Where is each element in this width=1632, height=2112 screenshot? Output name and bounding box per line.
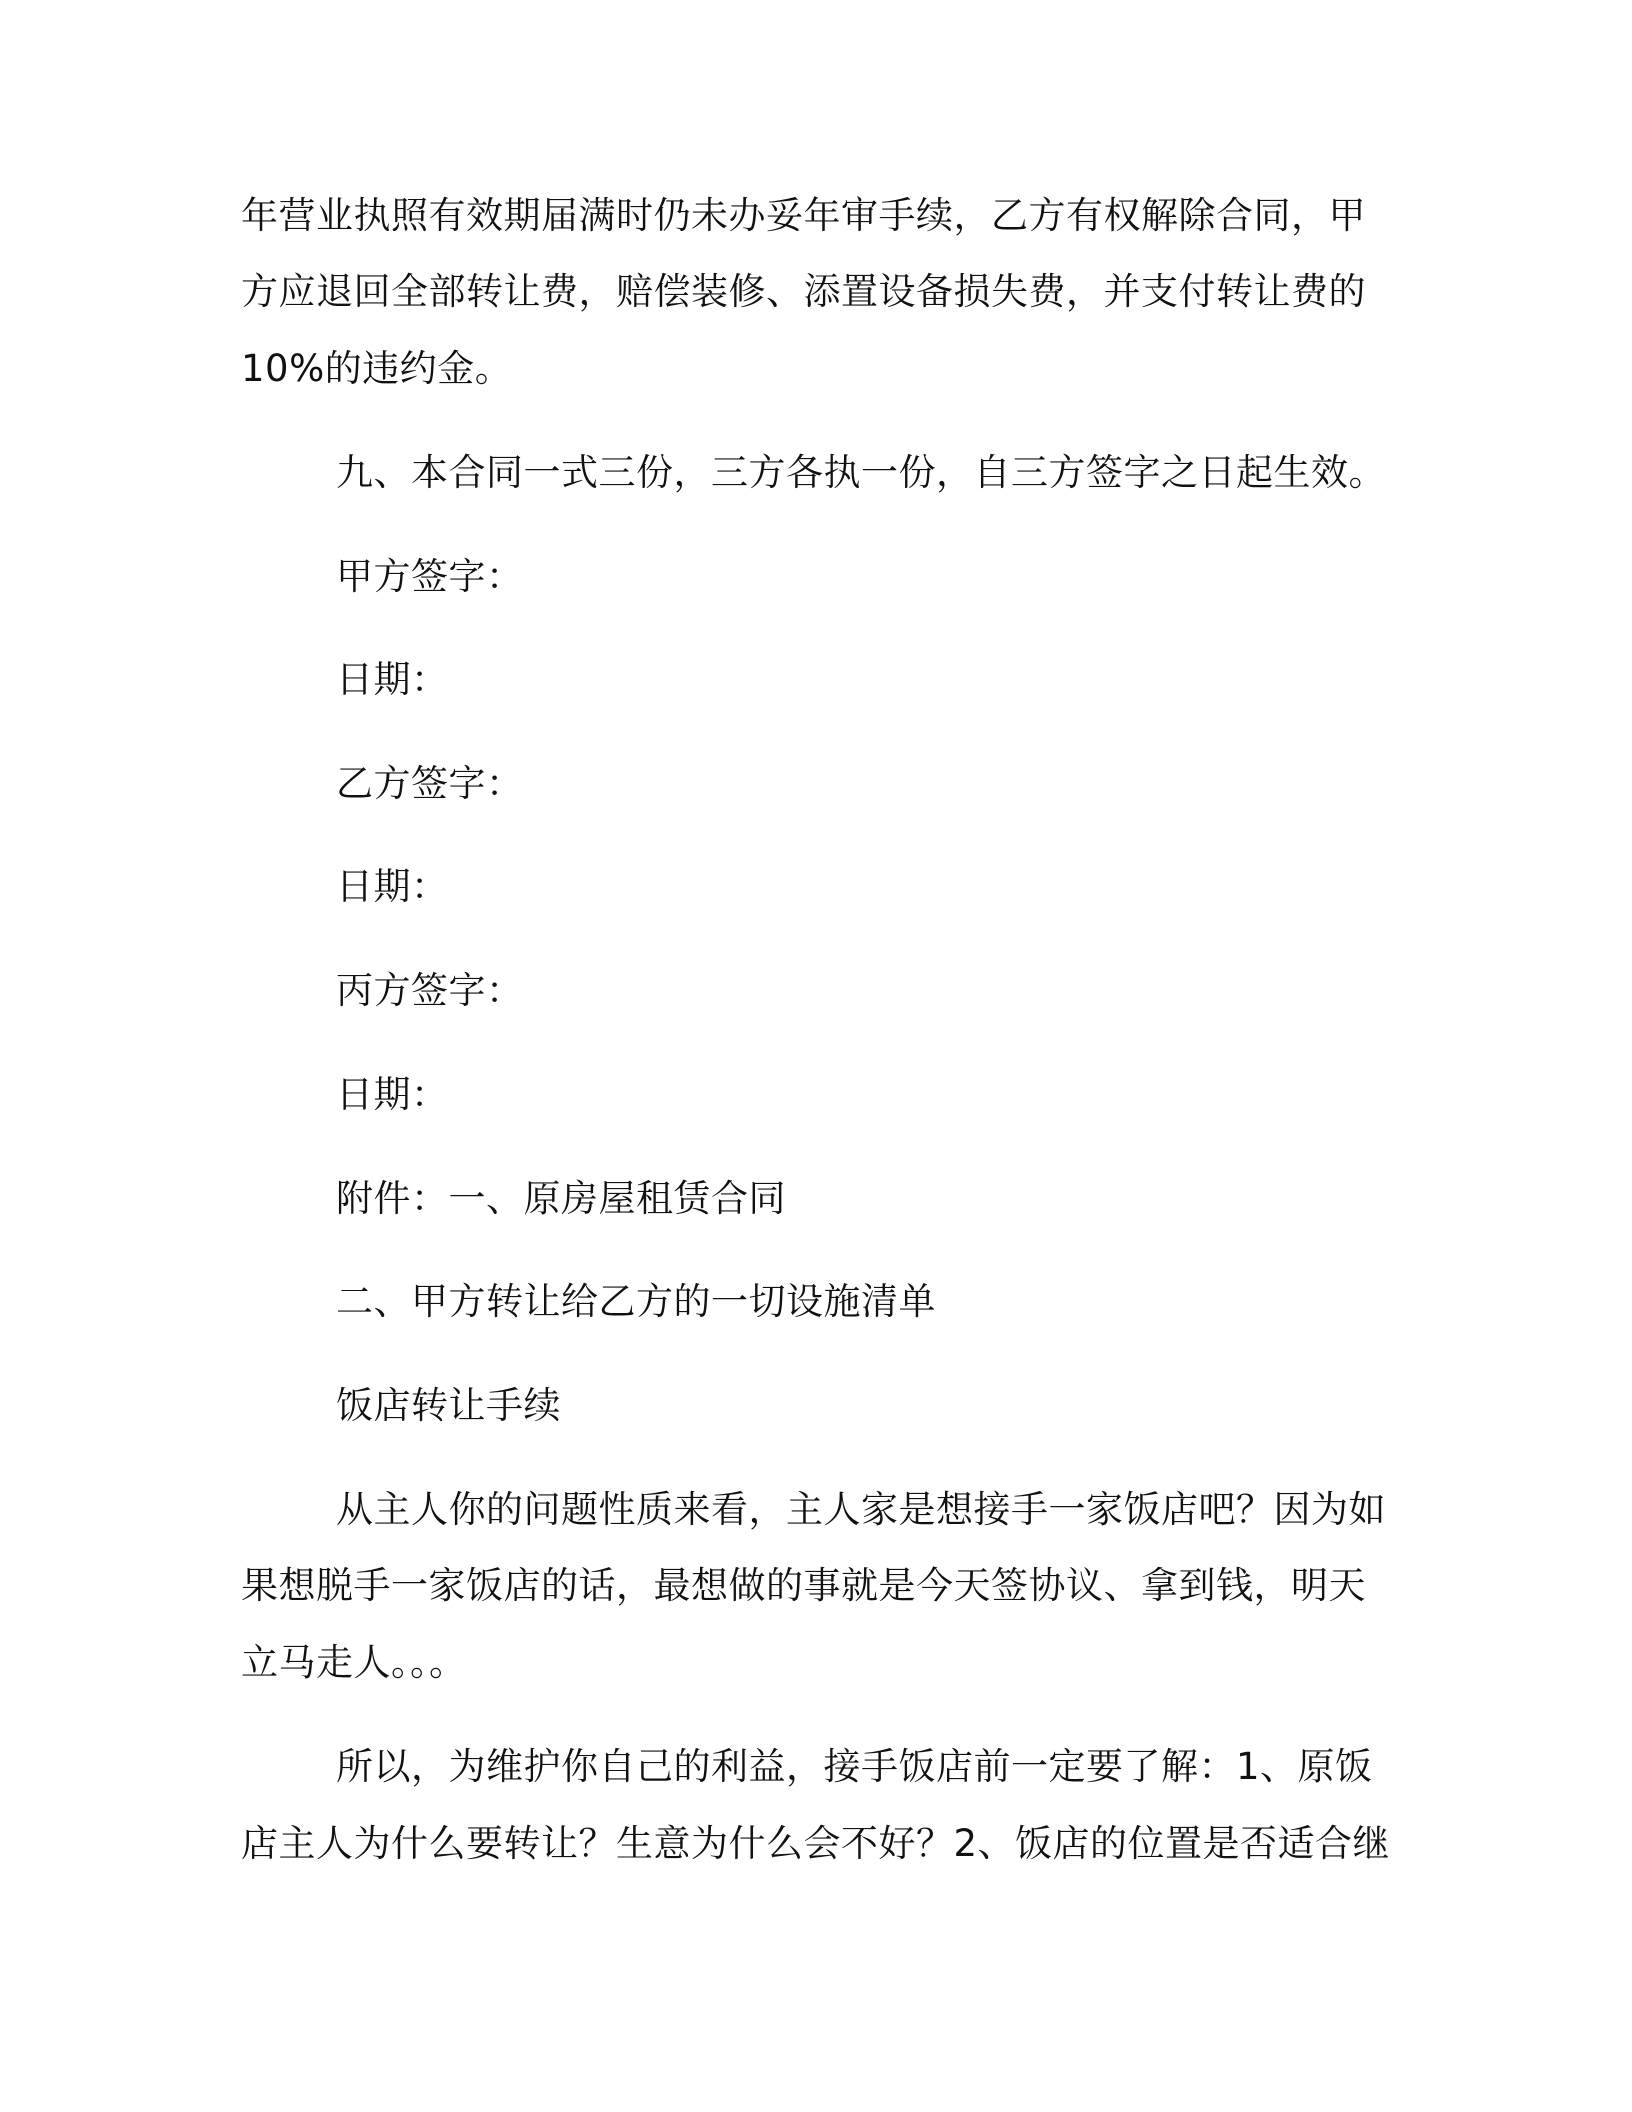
paragraph-2-line-2: 果想脱手一家饭店的话，最想做的事就是今天签协议、拿到钱，明天: [241, 1564, 1366, 1607]
paragraph-1-line-1: 年营业执照有效期届满时仍未办妥年审手续，乙方有权解除合同，甲: [241, 194, 1366, 237]
party-b-date-label: 日期：: [336, 865, 449, 908]
attachment-item-2: 二、甲方转让给乙方的一切设施清单: [336, 1280, 936, 1323]
paragraph-2-line-1: 从主人你的问题性质来看，主人家是想接手一家饭店吧？因为如: [336, 1488, 1386, 1531]
paragraph-3-line-2: 店主人为什么要转让？生意为什么会不好？2、饭店的位置是否适合继: [241, 1822, 1391, 1865]
paragraph-1-line-3: 10%的违约金。: [241, 347, 513, 390]
clause-9: 九、本合同一式三份，三方各执一份，自三方签字之日起生效。: [336, 451, 1386, 494]
party-a-date-label: 日期：: [336, 658, 449, 701]
paragraph-2-line-3: 立马走人。。。: [241, 1641, 467, 1684]
party-a-signature-label: 甲方签字：: [336, 555, 524, 598]
party-c-date-label: 日期：: [336, 1073, 449, 1116]
party-b-signature-label: 乙方签字：: [336, 762, 524, 805]
paragraph-3-line-1: 所以，为维护你自己的利益，接手饭店前一定要了解：1、原饭: [336, 1745, 1373, 1788]
attachment-item-1: 附件：一、原房屋租赁合同: [336, 1177, 786, 1220]
section-title: 饭店转让手续: [336, 1384, 561, 1427]
paragraph-1-line-2: 方应退回全部转让费，赔偿装修、添置设备损失费，并支付转让费的: [241, 270, 1366, 313]
party-c-signature-label: 丙方签字：: [336, 969, 524, 1012]
